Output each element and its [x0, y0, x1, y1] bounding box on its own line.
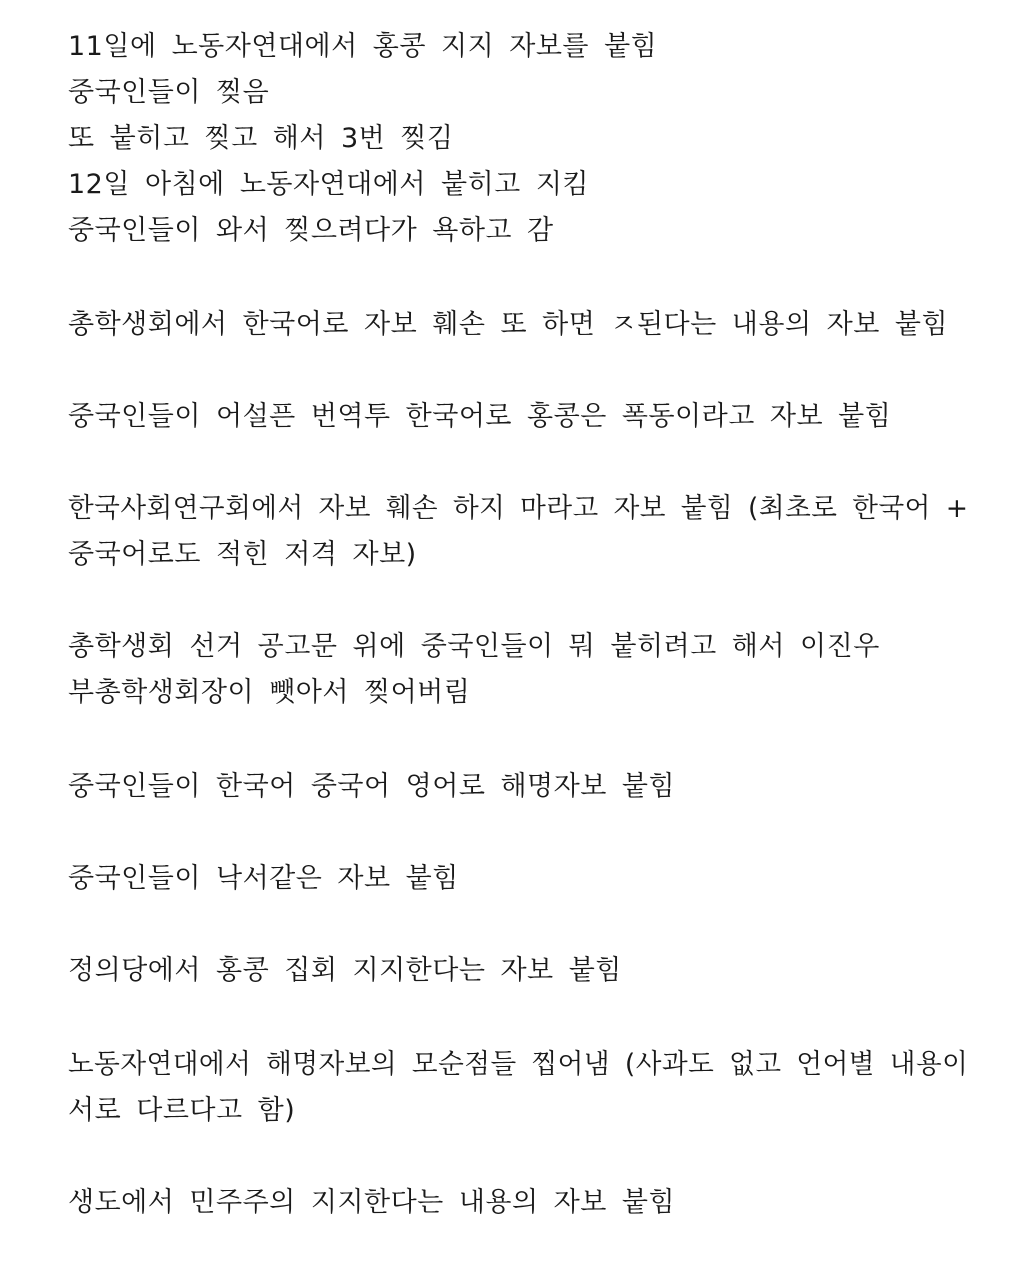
memo-line-17: 생도에서 민주주의 지지한다는 내용의 자보 붙힘	[68, 1187, 676, 1218]
memo-line-3: 또 붙히고 찢고 해서 3번 찢김	[68, 123, 454, 154]
memo-line-6: 총학생회에서 한국어로 자보 훼손 또 하면 ㅈ된다는 내용의 자보 붙힘	[68, 309, 949, 340]
memo-line-4: 12일 아침에 노동자연대에서 붙히고 지킴	[68, 169, 589, 200]
memo-line-16: 서로 다르다고 함)	[68, 1095, 296, 1126]
memo-line-8: 한국사회연구회에서 자보 훼손 하지 마라고 자보 붙힘 (최초로 한국어 +	[68, 493, 969, 524]
memo-line-15: 노동자연대에서 해명자보의 모순점들 찝어냄 (사과도 없고 언어별 내용이	[68, 1049, 969, 1080]
memo-line-2: 중국인들이 찢음	[68, 77, 270, 108]
memo-line-12: 중국인들이 한국어 중국어 영어로 해명자보 붙힘	[68, 771, 676, 802]
memo-line-7: 중국인들이 어설픈 번역투 한국어로 홍콩은 폭동이라고 자보 붙힘	[68, 401, 892, 432]
memo-line-14: 정의당에서 홍콩 집회 지지한다는 자보 붙힘	[68, 955, 622, 986]
handwritten-memo	[68, 0, 968, 1273]
memo-line-5: 중국인들이 와서 찢으려다가 욕하고 감	[68, 215, 554, 246]
memo-line-13: 중국인들이 낙서같은 자보 붙힘	[68, 863, 459, 894]
memo-line-9: 중국어로도 적힌 저격 자보)	[68, 539, 417, 570]
memo-line-10: 총학생회 선거 공고문 위에 중국인들이 뭐 붙히려고 해서 이진우	[68, 631, 880, 662]
memo-line-1: 11일에 노동자연대에서 홍콩 지지 자보를 붙힘	[68, 31, 658, 62]
memo-line-11: 부총학생회장이 뺏아서 찢어버림	[68, 677, 471, 708]
